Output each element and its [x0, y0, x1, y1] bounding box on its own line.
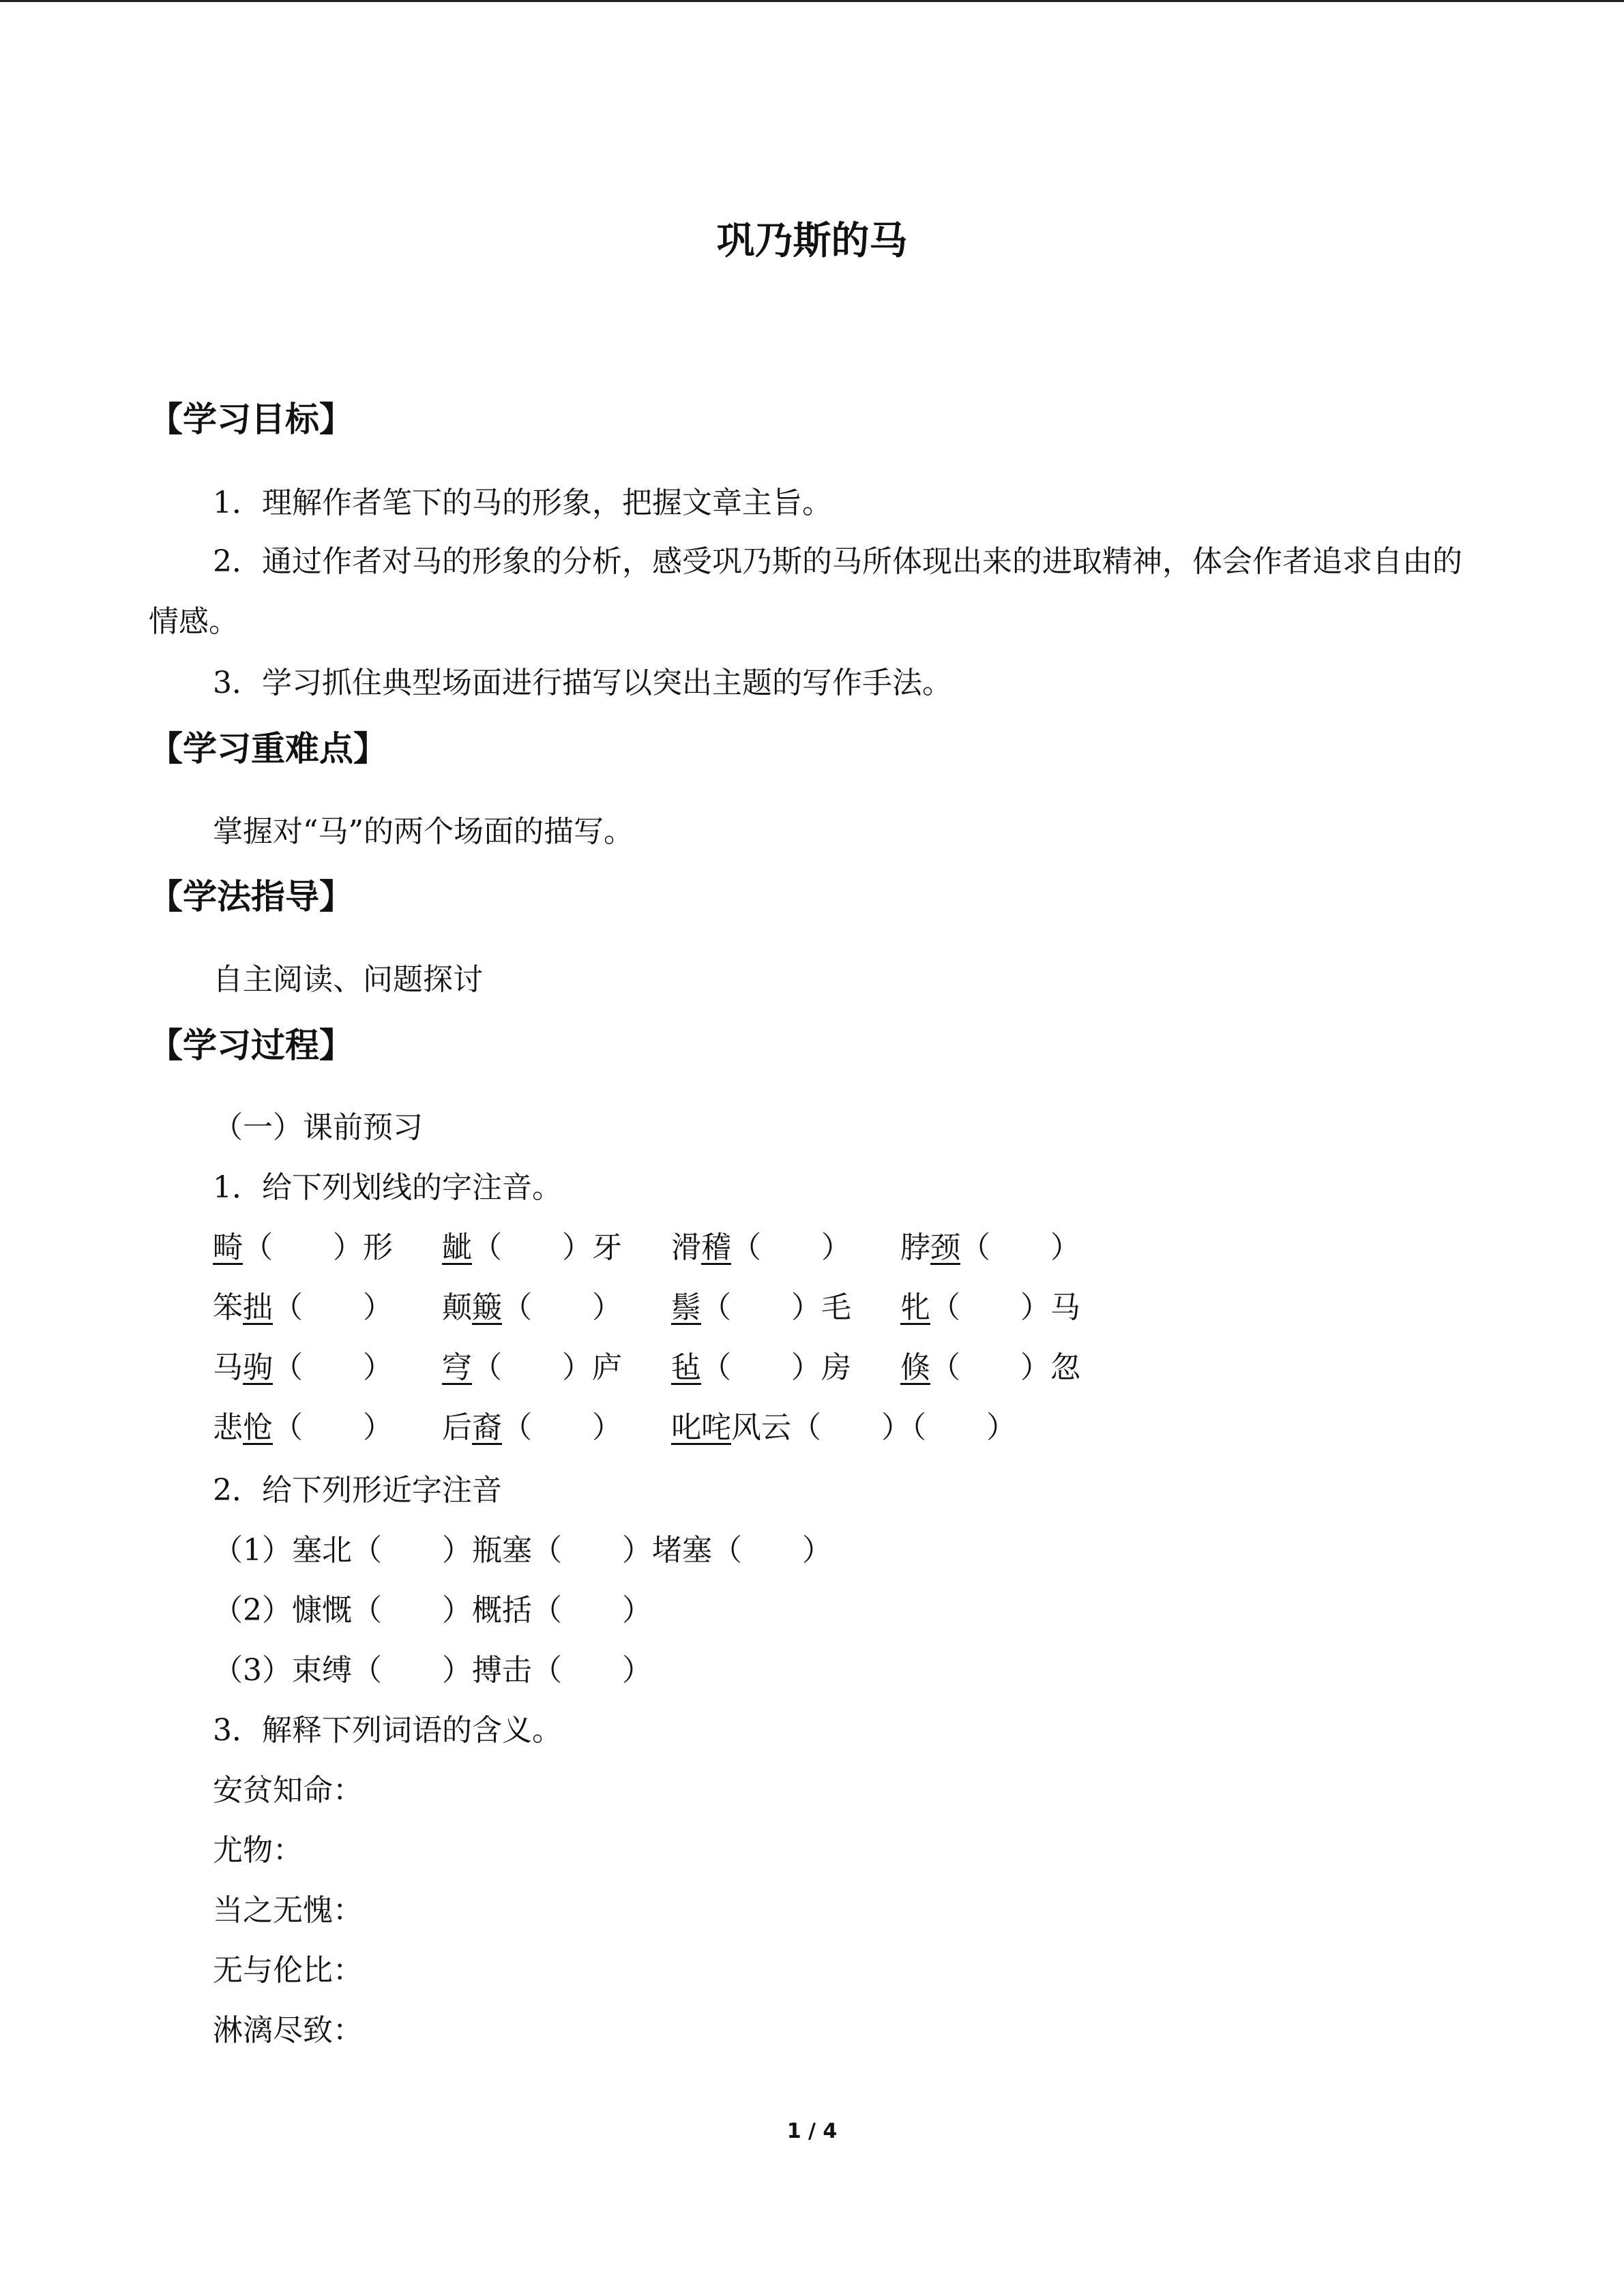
method-text: 自主阅读、问题探讨 — [213, 962, 483, 997]
section-heading-method: 【学法指导】 — [149, 877, 353, 916]
underlined-char: 稽 — [701, 1230, 731, 1265]
similar-char-row: （1）塞北（ ）瓶塞（ ）堵塞（ ） — [213, 1533, 832, 1568]
underlined-char: 畸 — [213, 1230, 243, 1265]
key-points-text: 掌握对“马”的两个场面的描写。 — [213, 814, 634, 849]
section-heading-process: 【学习过程】 — [149, 1026, 353, 1065]
pinyin-item-suffix: （ ） — [273, 1410, 393, 1445]
pinyin-item-suffix: （ ）牙 — [472, 1230, 622, 1265]
objective-item: 1．理解作者笔下的马的形象，把握文章主旨。 — [213, 486, 832, 520]
pinyin-item-suffix: （ ） — [273, 1290, 393, 1325]
pinyin-item — [442, 1347, 622, 1388]
underlined-char: 牝 — [900, 1290, 930, 1325]
pinyin-item — [213, 1347, 393, 1388]
underlined-char: 簸 — [472, 1290, 502, 1325]
pinyin-item — [442, 1407, 622, 1448]
objective-item: 3．学习抓住典型场面进行描写以突出主题的写作手法。 — [213, 666, 952, 700]
section-heading-objectives: 【学习目标】 — [149, 400, 353, 439]
pinyin-item-suffix: （ ） — [731, 1230, 851, 1265]
underlined-char: 叱咤 — [671, 1410, 731, 1445]
pinyin-item — [900, 1347, 1080, 1388]
part1-label: （一）课前预习 — [213, 1110, 423, 1145]
pinyin-item-suffix: （ ）毛 — [701, 1290, 851, 1325]
pinyin-item — [213, 1227, 393, 1268]
pinyin-item — [442, 1287, 622, 1328]
underlined-char: 毡 — [671, 1350, 701, 1385]
similar-char-row: （2）慷慨（ ）概括（ ） — [213, 1593, 652, 1628]
pinyin-item — [442, 1227, 622, 1268]
pinyin-item-prefix: 脖 — [900, 1230, 930, 1265]
pinyin-item-prefix: 悲 — [213, 1410, 243, 1445]
term-item: 当之无愧： — [213, 1893, 363, 1928]
objective-item: 2．通过作者对马的形象的分析，感受巩乃斯的马所体现出来的进取精神，体会作者追求自由的情感。 — [149, 544, 1462, 639]
pinyin-item — [900, 1227, 1080, 1268]
pinyin-item-suffix: （ ）房 — [701, 1350, 851, 1385]
page-title: 巩乃斯的马 — [716, 219, 908, 263]
underlined-char: 拙 — [243, 1290, 273, 1325]
term-item: 无与伦比： — [213, 1953, 363, 1988]
underlined-char: 倏 — [900, 1350, 930, 1385]
pinyin-item-suffix: （ ）庐 — [472, 1350, 622, 1385]
underlined-char: 驹 — [243, 1350, 273, 1385]
pinyin-item — [671, 1287, 851, 1328]
pinyin-item — [671, 1227, 851, 1268]
pinyin-item-suffix: （ ） — [273, 1350, 393, 1385]
pinyin-item — [671, 1347, 851, 1388]
pinyin-item-suffix: （ ）马 — [930, 1290, 1080, 1325]
pinyin-item — [213, 1287, 393, 1328]
term-item: 尤物： — [213, 1833, 303, 1868]
pinyin-item-prefix: 滑 — [671, 1230, 701, 1265]
pinyin-item-suffix: （ ）形 — [243, 1230, 393, 1265]
underlined-char: 鬃 — [671, 1290, 701, 1325]
underlined-char: 颈 — [930, 1230, 960, 1265]
question-3-label: 3．解释下列词语的含义。 — [213, 1713, 562, 1748]
underlined-char: 裔 — [472, 1410, 502, 1445]
pinyin-item — [671, 1407, 1016, 1448]
question-1-label: 1．给下列划线的字注音。 — [213, 1170, 562, 1205]
section-heading-key-points: 【学习重难点】 — [149, 729, 387, 769]
pinyin-item-suffix: 风云（ ）（ ） — [731, 1410, 1016, 1445]
underlined-char: 穹 — [442, 1350, 472, 1385]
page-number: 1 / 4 — [786, 2119, 838, 2143]
pinyin-item-suffix: （ ）忽 — [930, 1350, 1080, 1385]
term-item: 安贫知命： — [213, 1773, 363, 1808]
question-2-label: 2．给下列形近字注音 — [213, 1473, 502, 1508]
pinyin-item — [900, 1287, 1080, 1328]
pinyin-item-prefix: 颠 — [442, 1290, 472, 1325]
pinyin-item-prefix: 马 — [213, 1350, 243, 1385]
underlined-char: 龇 — [442, 1230, 472, 1265]
term-item: 淋漓尽致： — [213, 2013, 363, 2048]
pinyin-item-prefix: 后 — [442, 1410, 472, 1445]
underlined-char: 怆 — [243, 1410, 273, 1445]
pinyin-item-suffix: （ ） — [960, 1230, 1080, 1265]
pinyin-item — [213, 1407, 393, 1448]
page-top-rule — [0, 0, 1624, 2]
similar-char-row: （3）束缚（ ）搏击（ ） — [213, 1653, 652, 1688]
pinyin-item-suffix: （ ） — [502, 1410, 622, 1445]
pinyin-item-suffix: （ ） — [502, 1290, 622, 1325]
pinyin-item-prefix: 笨 — [213, 1290, 243, 1325]
